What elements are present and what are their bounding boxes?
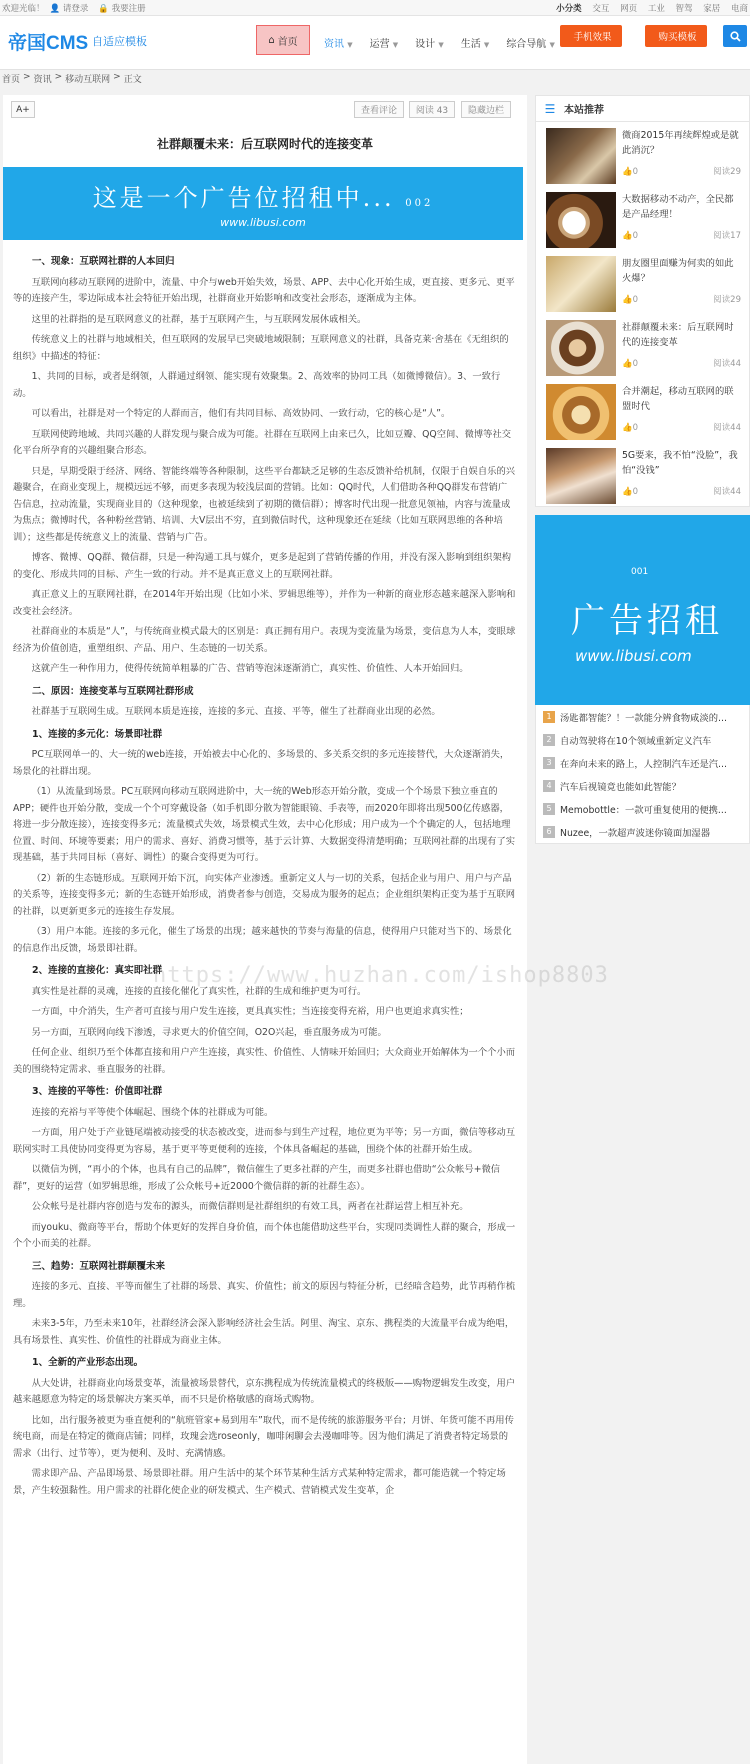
section-heading: 1、全新的产业形态出现。 xyxy=(32,1357,144,1368)
recommend-item-title[interactable]: 合并潮起，移动互联网的联盟时代 xyxy=(622,386,734,412)
recommend-info xyxy=(622,128,741,186)
sidebar-ad-text: 广告招租 xyxy=(571,601,723,641)
recommend-meta xyxy=(622,229,741,244)
recommend-info xyxy=(622,448,741,506)
phone-preview-button[interactable]: 手机效果 xyxy=(560,25,622,47)
nav-item-nav[interactable]: 综合导航 ▼ xyxy=(506,39,555,50)
recommend-item-title[interactable]: 5G要来，我不怕“没脸”，我怕“没钱” xyxy=(622,450,738,476)
recommend-box xyxy=(535,95,750,507)
rank-badge: 3 xyxy=(543,757,555,769)
hot-list-text: Nuzee，一款超声波迷你镜面加湿器 xyxy=(560,827,711,839)
breadcrumb: 首页 > 资讯 > 移动互联网 > 正文 xyxy=(2,72,142,85)
recommend-info xyxy=(622,256,741,314)
thumbs-up-icon: 👍 xyxy=(622,487,633,497)
paragraph: 社群商业的本质是“人”，与传统商业模式最大的区别是：真正拥有用户。表现为变流量为场景，变信息为人本，变眼球经济为价值创造，重塑组织、产品、用户、生态链的一切关系。 xyxy=(13,626,516,654)
paragraph: 互联网使跨地域、共同兴趣的人群发现与聚合成为可能。社群在互联网上由来已久，比如豆瓣、QQ空间、微博等社交化平台所孕育的兴趣组聚合形态。 xyxy=(13,428,512,456)
paragraph: 未来3-5年，乃至未来10年，社群经济会深入影响经济社会生活。阿里、淘宝、京东、携程类的大流量平台成为绝唱，具有场景性、真实性、价值性的社群成为商业主体。 xyxy=(13,1318,515,1346)
recommend-title: 本站推荐 xyxy=(564,105,604,116)
home-icon: ⌂ xyxy=(268,34,275,46)
sidebar-ad-url: www.libusi.com xyxy=(575,647,692,665)
recommend-meta xyxy=(622,165,741,180)
recommend-item[interactable] xyxy=(536,314,749,378)
like-count[interactable]: 👍0 xyxy=(622,487,639,497)
paragraph: 任何企业、组织乃至个体都直接和用户产生连接，真实性、价值性、人情味开始回归；大众商业开始解体为一个个小而美的围绕特定需求、垂直服务的社群。 xyxy=(13,1047,516,1075)
ad-banner-text: 这是一个广告位招租中... 002 xyxy=(92,184,434,212)
home-button[interactable]: ⌂ 首页 xyxy=(256,25,310,55)
recommend-info xyxy=(622,320,741,378)
read-count: 阅读17 xyxy=(713,231,741,241)
top-link-2[interactable]: 网页 xyxy=(620,3,638,14)
recommend-item[interactable] xyxy=(536,378,749,442)
read-count: 阅读44 xyxy=(713,359,741,369)
search-icon xyxy=(730,31,741,42)
top-link-5[interactable]: 家居 xyxy=(703,3,721,14)
thumbs-up-icon: 👍 xyxy=(622,231,633,241)
top-link-4[interactable]: 智驾 xyxy=(675,3,693,14)
article-content xyxy=(3,240,527,1499)
nav-item-design[interactable]: 设计 ▼ xyxy=(415,39,444,50)
recommend-meta xyxy=(622,485,741,500)
hot-list-item[interactable] xyxy=(536,774,749,797)
nav-item-operation[interactable]: 运营 ▼ xyxy=(369,39,399,50)
paragraph: 比如，出行服务被更为垂直便利的“航班管家+易到用车”取代，而不是传统的旅游服务平台；月饼、年货可能不再用传统电商，而是在特定的微商店铺；同样，玫瑰会选roseonly，咖啡闲聊会去漫咖啡等。因为他们满足了消费者特定场景的需求（出行、过节等），更为便利、及时、充满情感。 xyxy=(13,1414,514,1459)
paragraph: （3）用户本能。连接的多元化，催生了场景的出现；越来越快的节奏与海量的信息，使得用户只能对当下的、场景化的信息作出反馈，场景即社群。 xyxy=(13,926,512,954)
like-count[interactable]: 👍0 xyxy=(622,295,639,305)
paragraph: 这就产生一种作用力，使得传统简单粗暴的广告、营销等泡沫逐渐消亡，真实性、价值性、人本开始回归。 xyxy=(31,663,469,674)
paragraph: 传统意义上的社群与地域相关，但互联网的发展早已突破地域限制；互联网意义的社群，具备克莱·舍基在《无组织的组织》中描述的特征： xyxy=(13,334,509,362)
hot-list-text: 汤匙都智能？！一款能分辨食物咸淡的... xyxy=(560,712,727,724)
read-count: 阅读44 xyxy=(713,487,741,497)
paragraph: 需求即产品、产品即场景、场景即社群。用户生活中的某个环节某种生活方式某种特定需求，都可能造就一个特定场景，产生较强黏性。用户需求的社群化使企业的研发模式、生产模式、营销模式发生变革，企 xyxy=(13,1468,506,1496)
sidebar xyxy=(535,95,750,844)
top-link-3[interactable]: 工业 xyxy=(647,3,665,14)
chevron-down-icon: ▼ xyxy=(392,41,399,49)
paragraph: 另一方面，互联网向线下渗透，寻求更大的价值空间，O2O兴起，垂直服务成为可能。 xyxy=(31,1026,387,1038)
paragraph: 真实性是社群的灵魂，连接的直接化催化了真实性，社群的生成和维护更为可行。 xyxy=(31,985,367,997)
breadcrumb-home[interactable]: 首页 xyxy=(2,75,21,85)
recommend-item[interactable] xyxy=(536,122,749,186)
thumbs-up-icon: 👍 xyxy=(622,295,633,305)
hide-sidebar-button[interactable]: 隐藏边栏 xyxy=(461,101,511,118)
paragraph: （1）从流量到场景。PC互联网向移动互联网进阶中，大一统的Web形态开始分散，变成一个个场景下独立垂直的APP；硬件也开始分散，变成一个个可穿戴设备（如手机即分散为智能眼镜、手表等，而2020年即将出现500亿传感器，将进一步分散连接），连接变得多元；流量模式失效，场景模式生效，去中心化形成；用户成为一个个确定的人，包括地理位置、时间、环境等要素；用户的需求、喜好、消费习惯等，基于云计算、大数据变得清楚明确；互联网社群的出现有了实现基础，基于共同目标（喜好、调性）的聚合变得更为可行。 xyxy=(13,786,516,863)
hot-list-text: 汽车后视镜竟也能如此智能？ xyxy=(560,781,681,793)
top-link-0[interactable]: 小分类 xyxy=(556,3,582,14)
article-title: 社群颠覆未来：后互联网时代的连接变革 xyxy=(156,137,373,151)
nav-item-news[interactable]: 资讯 ▼ xyxy=(324,39,353,50)
paragraph: 从大处讲，社群商业向场景变革，流量被场景替代，京东携程成为传统流量模式的终极版——购物逻辑发生改变，用户越来越愿意为特定的场景解决方案买单，而不只是价格敏感的商场式购物。 xyxy=(13,1377,516,1405)
recommend-meta xyxy=(622,293,741,308)
paragraph: 1、共同的目标，或者是纲领，人群通过纲领、能实现有效聚集。2、高效率的协同工具（如微博微信）。3、一致行动。 xyxy=(13,371,501,399)
paragraph: 一方面，中介消失，生产者可直接与用户发生连接，更具真实性；当连接变得充裕，用户也更追求真实性； xyxy=(31,1006,469,1017)
recommend-thumbnail[interactable] xyxy=(546,448,616,504)
paragraph: 公众帐号是社群内容创造与发布的源头，而微信群则是社群组织的有效工具，两者在社群运营上相互补充。 xyxy=(31,1201,469,1212)
site-slogan: 自适应模板 xyxy=(92,35,147,48)
read-count: 阅读29 xyxy=(713,295,741,305)
ad-banner-url: www.libusi.com xyxy=(220,216,306,229)
recommend-thumbnail[interactable] xyxy=(546,320,616,376)
list-icon: ☰ xyxy=(544,101,556,116)
paragraph: 这里的社群指的是互联网意义的社群，基于互联网产生，与互联网发展休戚相关。 xyxy=(31,313,367,325)
paragraph: （2）新的生态链形成。互联网开始下沉，向实体产业渗透。重新定义人与一切的关系，包括企业与用户、用户与产品的关系等，连接变得多元；新的生态链开始形成，消费者参与创造，交易成为服务的起点；企业组织架构正变为基于互联网的社群，以更新更多元的连接生存发展。 xyxy=(13,872,516,917)
recommend-item[interactable] xyxy=(536,442,749,506)
hot-list-item[interactable] xyxy=(536,705,749,728)
hot-list-item[interactable] xyxy=(536,751,749,774)
buy-template-button[interactable]: 购买模板 xyxy=(645,25,707,47)
thumbs-up-icon: 👍 xyxy=(622,359,633,369)
rank-badge: 5 xyxy=(543,803,555,815)
rank-badge: 1 xyxy=(543,711,555,723)
recommend-item[interactable] xyxy=(536,186,749,250)
hot-list-text: Memobottle：一款可重复使用的便携... xyxy=(560,804,727,816)
chevron-down-icon: ▼ xyxy=(549,41,555,49)
paragraph: 可以看出，社群是对一个特定的人群而言，他们有共同目标、高效协同、一致行动，它的核心是“人”。 xyxy=(31,408,451,419)
rank-badge: 2 xyxy=(543,734,555,746)
section-heading: 二、原因：连接变革与互联网社群形成 xyxy=(32,685,194,697)
nav-item-life[interactable]: 生活 ▼ xyxy=(460,39,490,50)
like-count[interactable]: 👍0 xyxy=(622,231,639,241)
rank-badge: 6 xyxy=(543,826,555,838)
section-heading: 3、连接的平等性：价值即社群 xyxy=(32,1086,163,1097)
section-heading: 2、连接的直接化：真实即社群 xyxy=(32,965,163,976)
site-logo[interactable]: 帝国CMS xyxy=(8,33,89,54)
font-size-button[interactable]: A+ xyxy=(11,101,35,118)
paragraph: 博客、微博、QQ群、微信群，只是一种沟通工具与媒介，更多是起到了营销传播的作用，并没有深入影响到组织架构的变化、形成共同的目标、产生一致的行动。并不是真正意义上的互联网社群。 xyxy=(13,552,512,580)
hot-list-item[interactable] xyxy=(536,820,749,843)
chevron-down-icon: ▼ xyxy=(438,41,444,49)
sidebar-ad-number: 001 xyxy=(631,567,649,577)
login-link[interactable]: 👤 请登录 xyxy=(49,3,89,14)
hot-list xyxy=(535,705,750,844)
thumbs-up-icon: 👍 xyxy=(622,167,633,177)
paragraph: 连接的充裕与平等使个体崛起、围绕个体的社群成为可能。 xyxy=(31,1106,274,1118)
recommend-thumbnail[interactable] xyxy=(546,384,616,440)
paragraph: 社群基于互联网生成。互联网本质是连接，连接的多元、直接、平等，催生了社群商业出现的必然。 xyxy=(31,706,441,717)
recommend-info xyxy=(622,384,741,442)
recommend-thumbnail[interactable] xyxy=(546,128,616,184)
recommend-meta xyxy=(622,421,741,436)
chevron-down-icon: ▼ xyxy=(483,41,490,49)
section-heading: 一、现象：互联网社群的人本回归 xyxy=(32,256,175,267)
rank-badge: 4 xyxy=(543,780,555,792)
paragraph: 以微信为例，“再小的个体，也具有自己的品牌”，微信催生了更多社群的产生，而更多社群也借助“公众帐号+微信群”，更好的运营（如罗辑思维，形成了公众帐号+近2000个微信群的新的社群生态）。 xyxy=(13,1164,501,1192)
hot-list-text: 在奔向未来的路上，人控制汽车还是汽... xyxy=(560,758,727,770)
recommend-thumbnail[interactable] xyxy=(546,256,616,312)
sidebar-ad[interactable] xyxy=(535,515,750,705)
recommend-item[interactable] xyxy=(536,250,749,314)
recommend-item-title[interactable]: 大数据移动不动产，全民都是产品经理！ xyxy=(622,194,734,220)
top-link-1[interactable]: 交互 xyxy=(592,3,610,14)
read-count: 阅读44 xyxy=(713,423,741,433)
paragraph: 真正意义上的互联网社群，在2014年开始出现（比如小米、罗辑思维等），并作为一种新的商业形态越来越深入影响和改变社会经济。 xyxy=(13,589,516,617)
paragraph: 一方面，用户处于产业链尾端被动接受的状态被改变，进而参与到生产过程，地位更为平等；另一方面，微信等移动互联网实时工具使协同变得更为容易，基于更平等更便利的连接，个体具备崛起的基础，围绕个体的社群开始生成。 xyxy=(13,1127,516,1155)
ad-banner[interactable] xyxy=(3,167,523,240)
paragraph: 互联网向移动互联网的进阶中，流量、中介与web开始失效，场景、APP、去中心化开始生成，更直接、更多元、更平等的连接产生，零边际成本社会特征开始出现，社群商业开始影响和改变社会形态，逐渐成为主体。 xyxy=(13,276,515,304)
paragraph: 而youku、微商等平台，帮助个体更好的发挥自身价值，而个体也能借助这些平台，实现同类调性人群的聚合，形成一个个小而美的社群。 xyxy=(13,1221,516,1249)
breadcrumb-current: 正文 xyxy=(123,75,142,85)
section-heading: 1、连接的多元化：场景即社群 xyxy=(32,728,163,740)
breadcrumb-news[interactable]: 资讯 xyxy=(33,75,52,85)
recommend-thumbnail[interactable] xyxy=(546,192,616,248)
watermark: https://www.huzhan.com/ishop8803 xyxy=(153,963,609,988)
hot-list-item[interactable] xyxy=(536,797,749,820)
top-link-6[interactable]: 电商 xyxy=(730,3,748,14)
paragraph: 连接的多元、直接、平等而催生了社群的场景、真实、价值性；前文的原因与特征分析，已经暗含趋势，此节再稍作梳理。 xyxy=(13,1281,516,1309)
article-toolbar xyxy=(3,95,527,123)
hot-list-item[interactable] xyxy=(536,728,749,751)
section-heading: 三、趋势：互联网社群颠覆未来 xyxy=(32,1260,166,1272)
recommend-meta xyxy=(622,357,741,372)
read-count-button[interactable]: 阅读 43 xyxy=(409,101,455,118)
paragraph: PC互联网单一的、大一统的web连接，开始被去中心化的、多场景的、多关系交织的多元连接替代，大众逐渐消失，场景化的社群出现。 xyxy=(13,749,510,777)
breadcrumb-mobile[interactable]: 移动互联网 xyxy=(65,75,111,85)
recommend-item-title[interactable]: 微商2015年再续辉煌或是就此消沉？ xyxy=(622,130,739,156)
recommend-item-title[interactable]: 朋友圈里面赚为何卖的如此火爆？ xyxy=(622,258,734,284)
register-link[interactable]: 🔒 我要注册 xyxy=(98,3,146,14)
thumbs-up-icon: 👍 xyxy=(622,423,633,433)
recommend-header xyxy=(536,96,749,122)
like-count[interactable]: 👍0 xyxy=(622,167,639,177)
recommend-item-title[interactable]: 社群颠覆未来：后互联网时代的连接变革 xyxy=(622,322,734,348)
hot-list-text: 自动驾驶将在10个领域重新定义汽车 xyxy=(560,735,712,747)
site-header xyxy=(0,16,750,70)
top-bar xyxy=(0,0,750,16)
read-count: 阅读29 xyxy=(713,167,741,177)
like-count[interactable]: 👍0 xyxy=(622,359,639,369)
search-button[interactable] xyxy=(723,25,747,47)
chevron-down-icon: ▼ xyxy=(347,41,353,49)
paragraph: 只是，早期受限于经济、网络、智能终端等各种限制，这些平台都缺乏足够的生态反馈补给机制，仅限于自娱自乐的兴趣聚合，在商业变现上，规模远远不够，而更多表现为较浅层面的营销。比如：QQ时代，人们借助各种QQ群发布营销广告信息，拉动流量，实现商业目的（这种现象，也被延续到了初期的微信群）；博客时代出现一批意见领袖，内容与流量成为焦点；微博时代，各种粉丝营销、培训、大V层出不穷，直到微信时代，这种现象还在延续（比如互联网思维的各种培训）；这些都是传统意义上的流量、营销与广告。 xyxy=(13,465,516,543)
recommend-info xyxy=(622,192,741,250)
recommend-list xyxy=(536,122,749,506)
like-count[interactable]: 👍0 xyxy=(622,423,639,433)
view-comments-button[interactable]: 查看评论 xyxy=(354,101,404,118)
main-nav xyxy=(324,35,572,50)
welcome-text: 欢迎光临！ xyxy=(2,3,45,14)
